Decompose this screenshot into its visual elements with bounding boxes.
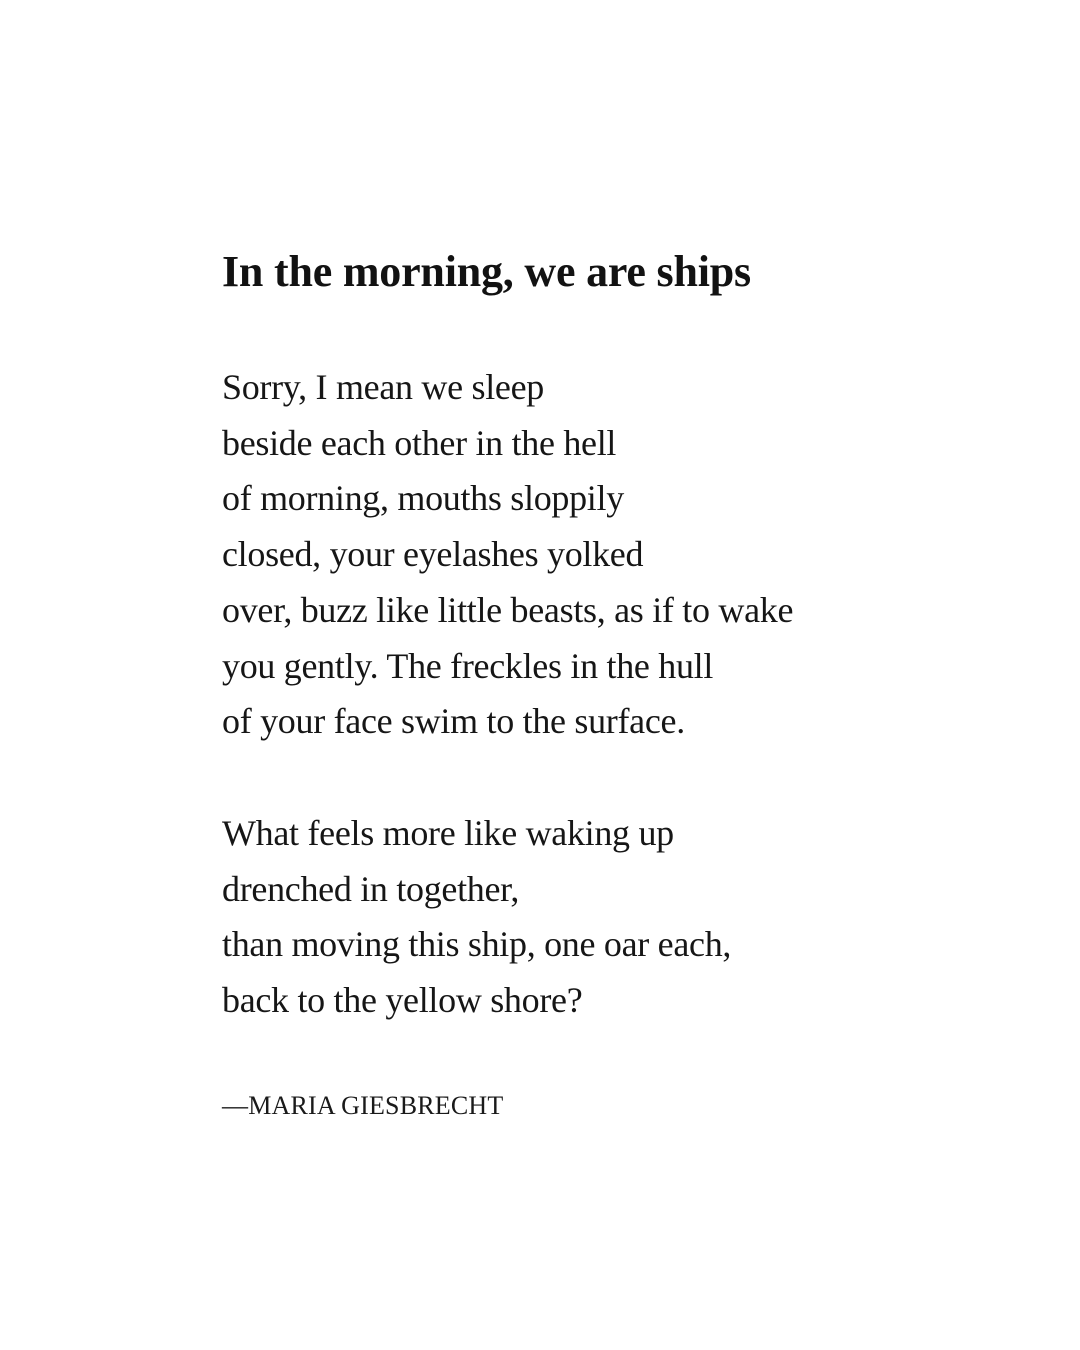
poem-line: What feels more like waking up — [222, 812, 674, 853]
poem-line: over, buzz like little beasts, as if to wake — [222, 589, 794, 630]
stanza-2 — [222, 806, 1022, 1029]
poem-attribution: —MARIA GIESBRECHT — [222, 1090, 504, 1120]
poem-line: back to the yellow shore? — [222, 980, 583, 1021]
stanza-1 — [222, 360, 1022, 750]
poem-line: of your face swim to the surface. — [222, 701, 685, 742]
poem-title: In the morning, we are ships — [222, 247, 751, 296]
poem-line: Sorry, I mean we sleep — [222, 367, 544, 407]
poem-line: drenched in together, — [222, 868, 520, 909]
poem-card — [222, 244, 1022, 1121]
poem-line: beside each other in the hell — [222, 422, 617, 463]
poem-line: you gently. The freckles in the hull — [222, 645, 714, 686]
poem-line: of morning, mouths sloppily — [222, 478, 624, 519]
poem-line: closed, your eyelashes yolked — [222, 534, 644, 575]
poem-line: than moving this ship, one oar each, — [222, 924, 732, 965]
